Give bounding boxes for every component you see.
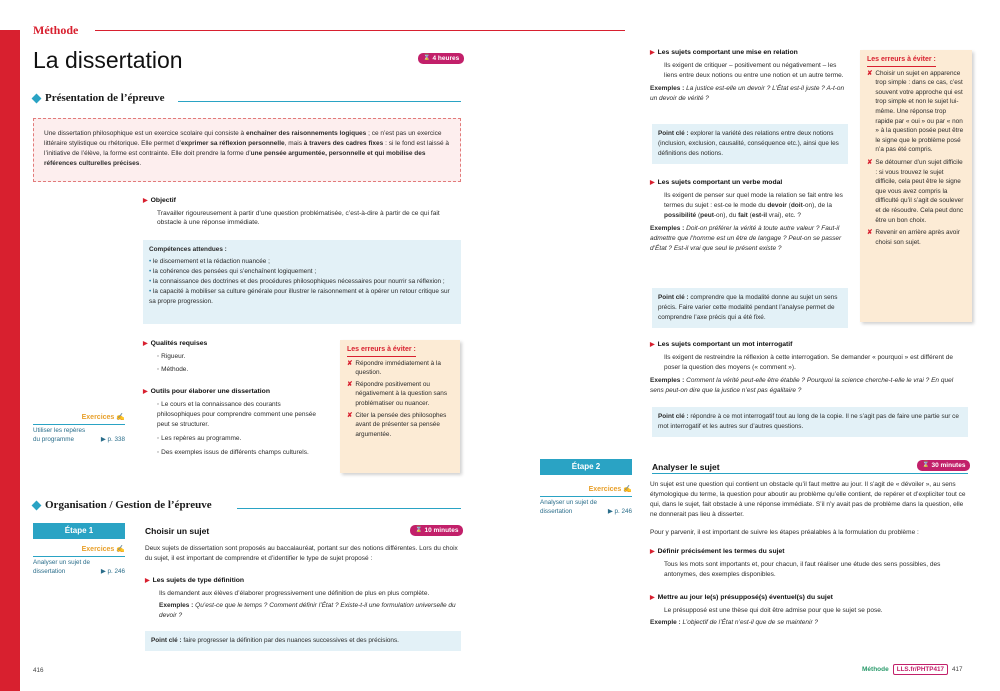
hourglass-icon: ⌛ (423, 55, 431, 62)
exercices-box-2[interactable] (33, 545, 125, 576)
outils-block (143, 387, 323, 458)
etape2-def-block (650, 547, 968, 580)
presup-example: Exemple : L’objectif de l’État n’est-il que de se maintenir ? (650, 619, 819, 627)
presentation-heading: Présentation de l’épreuve (33, 91, 165, 107)
organisation-rule (237, 508, 461, 509)
caret-right-icon: ▶ (650, 594, 655, 601)
outils-heading: ▶ Outils pour élaborer une dissertation (143, 388, 270, 395)
modal-key-box: Point clé : comprendre que la modalité donne au sujet un sens précis. Faire varier cette modalité pendant l’analyse permet de comprendre l’axe précis qui a été fixé. (652, 288, 848, 328)
intro-segment: : si le fond est laissé à l’initiative de l’élève, la forme est contrainte. Elle doit prendre la forme d’ (44, 140, 450, 158)
errors-title: Les erreurs à éviter : (347, 345, 416, 357)
cross-icon: ✘ (347, 411, 353, 419)
definition-heading: ▶ Les sujets de type définition (145, 577, 245, 584)
footer-right (862, 664, 963, 675)
relation-text: Ils exigent de critiquer – positivement ou négativement – les liens entre deux notions ou entre une notion et un autre terme. (664, 61, 844, 79)
competences-box (143, 240, 461, 324)
etape2-def-heading: ▶ Définir précisément les termes du sujet (650, 548, 785, 555)
exercices-title: Exercices ✍ (588, 486, 632, 493)
red-side-bar (0, 30, 20, 691)
intro-segment: enchaîner des raisonnements logiques (245, 130, 367, 137)
interrog-block (650, 340, 968, 396)
duration-badge-etape2: ⌛ 30 minutes (917, 460, 970, 471)
pencil-icon: ✍ (623, 486, 632, 493)
errors-box-presentation (340, 340, 460, 473)
outil-item: ◦ Le cours et la connaissance des courants philosophiques pour comprendre comment une pensée peut se structurer. (157, 400, 316, 428)
organisation-heading: Organisation / Gestion de l’épreuve (33, 498, 212, 514)
etape-1-label: Étape 1 (33, 523, 125, 539)
exercices-title: Exercices ✍ (81, 546, 125, 553)
exercices-text: Analyser un sujet de dissertation (540, 498, 598, 515)
interrog-examples: Exemples : Comment la vérité peut-elle être établie ? Pourquoi la science cherche-t-elle le vrai ? En quel sens peut-on dire que la justice n’est pas égalitaire ? (650, 376, 954, 395)
footer-method-label: Méthode (862, 665, 889, 673)
hourglass-icon: ⌛ (415, 527, 423, 534)
intro-segment: Une dissertation philosophique est un exercice scolaire qui consiste à (44, 130, 246, 137)
etape-2-rule (652, 473, 968, 474)
competence-item: • la capacité à mobiliser sa culture générale pour illustrer le raisonnement et à opérer un retour critique sur sa propre progression. (149, 287, 450, 305)
qualite-item: ◦ Rigueur. (157, 352, 186, 360)
relation-examples: Exemples : La justice est-elle un devoir ? L’État est-il juste ? A-t-on un devoir de vérité ? (650, 84, 845, 103)
objectif-text: Travailler rigoureusement à partir d’une question problématisée, c’est-à-dire à partir de ce qui fait obstacle à une réponse immédiate. (157, 209, 440, 227)
definition-block (145, 576, 461, 621)
competence-item: • la cohérence des pensées qui s’enchaînent logiquement ; (149, 267, 317, 275)
cross-icon: ✘ (347, 359, 353, 367)
competence-item: • le discernement et la rédaction nuancée ; (149, 257, 270, 265)
modal-examples: Exemples : Doit-on préférer la vérité à toute autre valeur ? Faut-il admettre que l’homme est un être de langage ? Peut-on se passer d’État ? Est-il vrai que seul le présent existe ? (650, 225, 842, 253)
exercices-page-link[interactable]: ▶ p. 338 (100, 435, 125, 443)
definition-examples: Exemples : Qu’est-ce que le temps ? Comment définir l’État ? Existe-t-il une formulation universelle du devoir ? (159, 601, 456, 619)
pencil-icon: ✍ (116, 414, 125, 421)
interrog-key-box: Point clé : répondre à ce mot interrogatif tout au long de la copie. Il ne s’agit pas de faire une partie sur ce mot interrogatif et les autres sur d’autres questions. (652, 407, 968, 437)
pencil-icon: ✍ (116, 546, 125, 553)
left-page-number: 416 (33, 667, 44, 674)
outil-item: ◦ Des exemples issus de différents champs culturels. (157, 449, 309, 457)
method-label: Méthode (33, 23, 79, 37)
etape-2-intro: Un sujet est une question qui contient un obstacle qu’il faut mettre au jour. Il s’agit de « dévoiler », au sens étymologique du terme, la question pour aboutir au problème qu’elle contient, de repérer et d’expliciter tout ce qui, dans le sujet, fait obstacle à une réponse immédiate. S’il n’y avait pas de problème dans la question, elle ne donnerait pas lieu à disserter. (650, 481, 966, 519)
caret-right-icon: ▶ (650, 341, 655, 348)
intro-text (44, 130, 449, 167)
exercices-text: Utiliser les repères du programme (33, 426, 86, 443)
competence-item: • la connaissance des doctrines et des procédures philosophiques nécessaires pour nourrir sa réflexion ; (149, 277, 445, 285)
intro-segment: une pensée argumentée, personnelle et qui mobilise des références culturelles précises (44, 150, 426, 168)
caret-right-icon: ▶ (650, 548, 655, 555)
caret-right-icon: ▶ (650, 49, 655, 56)
caret-right-icon: ▶ (143, 340, 148, 347)
intro-segment: . (139, 160, 142, 168)
cross-icon: ✘ (347, 380, 353, 388)
cross-icon: ✘ (867, 229, 873, 237)
page-title: La dissertation (33, 47, 183, 73)
presup-heading: ▶ Mettre au jour le(s) présupposé(s) éventuel(s) du sujet (650, 594, 833, 601)
interrog-heading: ▶ Les sujets comportant un mot interrogatif (650, 341, 793, 348)
duration-badge-etape1: ⌛ 10 minutes (410, 525, 463, 536)
modal-text: Ils exigent de penser sur quel mode la relation se fait entre les termes du sujet : est-ce le mode du devoir (doit-on), de la possibilité (peut-on), du fait (est-il vrai), etc. ? (664, 191, 843, 219)
definition-key-box: Point clé : faire progresser la définition par des nuances successives et des précisions. (145, 631, 461, 651)
intro-segment: , mais (284, 140, 304, 148)
modal-block (650, 178, 848, 254)
right-page-number: 417 (951, 666, 963, 673)
exercices-title: Exercices ✍ (81, 414, 125, 421)
caret-right-icon: ▶ (143, 388, 148, 395)
objectif-block (143, 196, 461, 228)
caret-right-icon: ▶ (650, 179, 655, 186)
error-item: ✘ Choisir un sujet en apparence trop simple : dans ce cas, c’est souvent votre approche qui est trop simple et non le sujet lui-même. Une réponse trop rapide par « oui » ou par « non » à la question posée peut être le signe que le problème posé n’a pas été compris. (867, 69, 964, 154)
diamond-icon (32, 94, 42, 104)
errors-title: Les erreurs à éviter : (867, 55, 936, 67)
intro-segment: ; ce n’est pas un exercice littéraire stylistique ou rhétorique. Elle permet d’ (44, 130, 442, 148)
exercices-page-link[interactable]: ▶ p. 246 (100, 567, 125, 575)
exercices-box-3[interactable] (540, 485, 632, 516)
caret-right-icon: ▶ (143, 197, 148, 204)
header-rule (95, 30, 625, 31)
outil-item: ◦ Les repères au programme. (157, 435, 242, 443)
interrog-text: Ils exigent de restreindre la réflexion à cette interrogation. Se demander « pourquoi » est différent de poser la question des moyens (« comment »). (664, 353, 953, 371)
caret-right-icon: ▶ (145, 577, 150, 584)
presentation-rule (178, 101, 461, 102)
objectif-heading: ▶ Objectif (143, 197, 176, 204)
exercices-page-link[interactable]: ▶ p. 246 (607, 507, 632, 515)
modal-heading: ▶ Les sujets comportant un verbe modal (650, 179, 783, 186)
footer-link[interactable]: LLS.fr/PHTP417 (893, 664, 948, 675)
etape2-def-text: Tous les mots sont importants et, pour chacun, il faut réaliser une étude des sens possibles, des antonymes, des exemples disponibles. (664, 560, 941, 578)
cross-icon: ✘ (867, 69, 873, 77)
error-item: ✘ Se détourner d’un sujet difficile : si vous trouvez le sujet difficile, cela peut être le signe que vous avez compris la difficulté qu’il s’agit de soulever et de résoudre. Cela peut donc être un bon choix. (867, 158, 964, 224)
error-item: ✘ Revenir en arrière après avoir choisi son sujet. (867, 229, 960, 246)
qualite-item: ◦ Méthode. (157, 366, 189, 374)
relation-key-box: Point clé : explorer la variété des relations entre deux notions (inclusion, exclusion, causalité, conséquence etc.), ainsi que les définitions des notions. (652, 124, 848, 164)
error-item: ✘ Répondre immédiatement à la question. (347, 359, 441, 377)
diamond-icon (32, 501, 42, 511)
intro-segment: exprimer sa réflexion personnelle (180, 140, 285, 148)
duration-badge-total: ⌛ 4 heures (418, 53, 464, 64)
cross-icon: ✘ (867, 158, 873, 166)
intro-box (33, 118, 461, 182)
hourglass-icon: ⌛ (922, 462, 930, 469)
presup-block (650, 593, 968, 628)
errors-box-right (860, 50, 972, 322)
competences-list (149, 257, 455, 307)
etape-2-intro2: Pour y parvenir, il est important de suivre les étapes préalables à la formulation du problème : (650, 529, 919, 536)
etape-1-intro: Deux sujets de dissertation sont proposés au baccalauréat, portant sur des notions différentes. Lors du choix du sujet, il est important de comprendre et d’identifier le type de sujet proposé : (145, 545, 458, 563)
error-item: ✘ Citer la pensée des philosophes avant de présenter sa pensée argumentée. (347, 411, 447, 438)
intro-segment: à travers des cadres fixes (303, 140, 384, 148)
etape-2-label: Étape 2 (540, 459, 632, 475)
exercices-text: Analyser un sujet de dissertation (33, 558, 91, 575)
competences-title: Compétences attendues : (149, 246, 227, 253)
relation-block (650, 48, 848, 104)
exercices-box-1[interactable] (33, 413, 125, 444)
definition-text: Ils demandent aux élèves d’élaborer progressivement une définition de plus en plus complète. (159, 589, 430, 597)
presup-text: Le présupposé est une thèse qui doit être admise pour que le sujet se pose. (664, 606, 883, 614)
qualites-block (143, 339, 333, 375)
etape-2-title: Analyser le sujet (652, 462, 720, 472)
relation-heading: ▶ Les sujets comportant une mise en relation (650, 49, 798, 56)
error-item: ✘ Répondre positivement ou négativement à la question sans problématiser ou nuancer. (347, 380, 448, 407)
qualites-heading: ▶ Qualités requises (143, 340, 208, 347)
etape-1-title: Choisir un sujet (145, 526, 210, 536)
